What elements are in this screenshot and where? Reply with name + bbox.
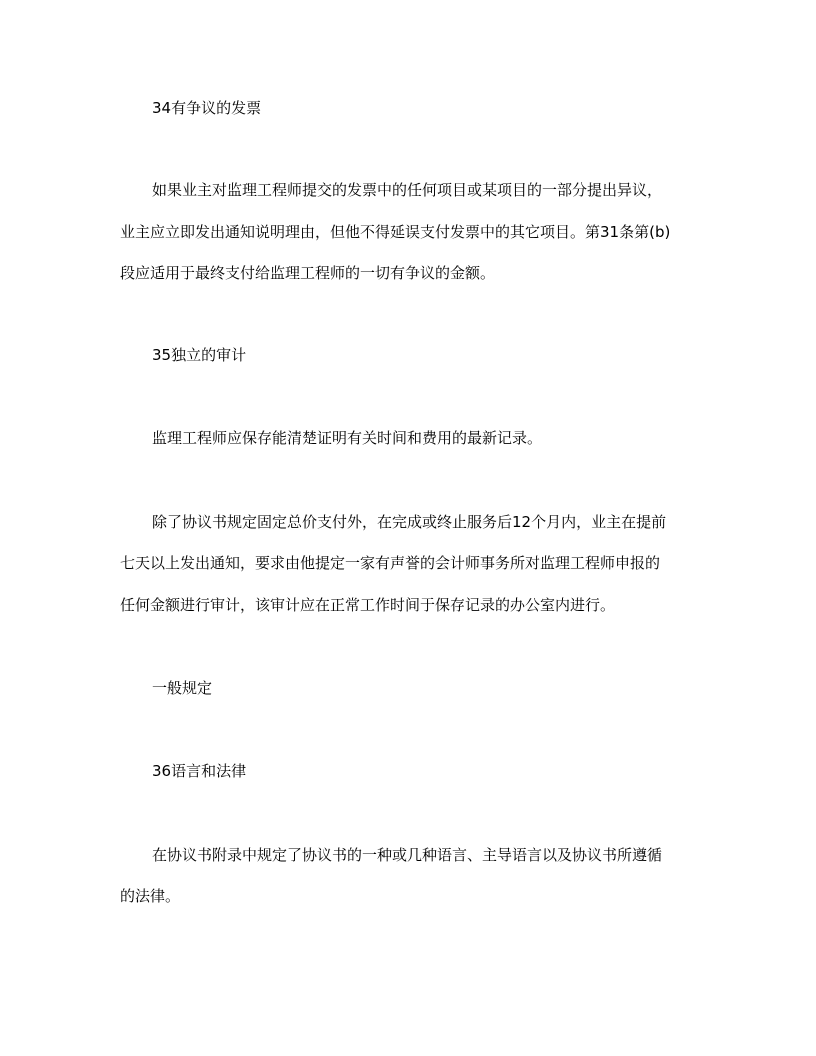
paragraph-34-line-1: 如果业主对监理工程师提交的发票中的任何项目或某项目的一部分提出异议， (152, 181, 663, 199)
paragraph-35b-line-1: 除了协议书规定固定总价支付外，在完成或终止服务后12个月内，业主在提前 (152, 513, 667, 531)
paragraph-35b-line-3: 任何金额进行审计，该审计应在正常工作时间于保存记录的办公室内进行。 (120, 596, 616, 614)
paragraph-34-line-2: 业主应立即发出通知说明理由，但他不得延误支付发票中的其它项目。第31条第(b) (120, 223, 671, 241)
paragraph-35b-line-2: 七天以上发出通知，要求由他提定一家有声誉的会计师事务所对监理工程师申报的 (120, 554, 661, 572)
paragraph-35a: 监理工程师应保存能清楚证明有关时间和费用的最新记录。 (152, 429, 543, 447)
paragraph-34-line-3: 段应适用于最终支付给监理工程师的一切有争议的金额。 (120, 264, 496, 282)
paragraph-36-line-1: 在协议书附录中规定了协议书的一种或几种语言、主导语言以及协议书所遵循 (152, 846, 663, 864)
section-general: 一般规定 (152, 679, 213, 697)
heading-35: 35独立的审计 (152, 346, 247, 364)
heading-34: 34有争议的发票 (152, 99, 262, 117)
paragraph-36-line-2: 的法律。 (120, 887, 181, 905)
heading-36: 36语言和法律 (152, 762, 247, 780)
